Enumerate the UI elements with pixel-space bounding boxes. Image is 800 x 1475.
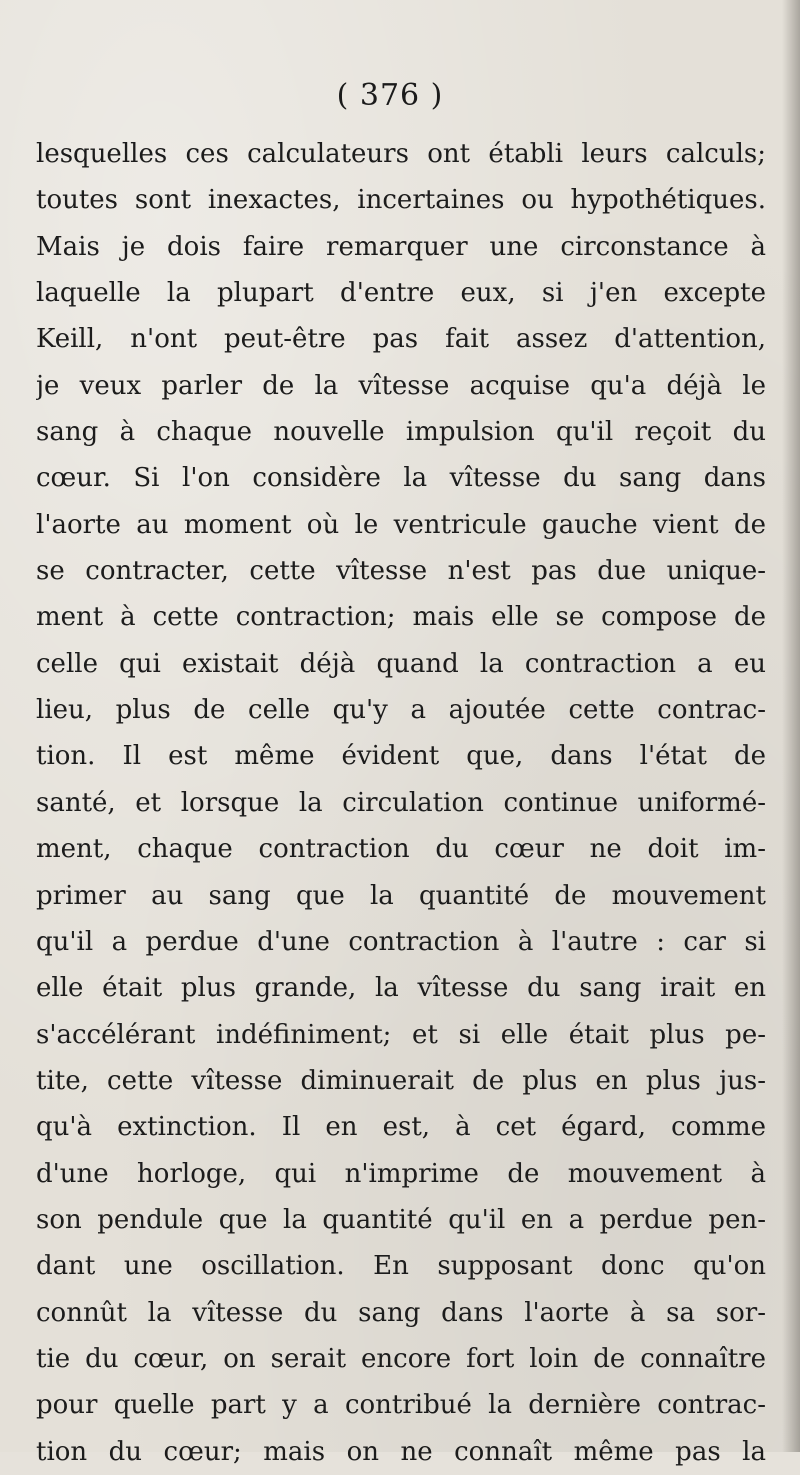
text-line: celle qui existait déjà quand la contraction a eu: [36, 648, 766, 679]
text-line: dant une oscillation. En supposant donc qu'on: [36, 1251, 766, 1282]
text-line: son pendule que la quantité qu'il en a perdue pen-: [36, 1204, 766, 1235]
text-line: tite, cette vîtesse diminuerait de plus en plus jus-: [36, 1065, 766, 1096]
text-line: Keill, n'ont peut-être pas fait assez d'attention,: [36, 324, 766, 355]
text-line: s'accélérant indéfiniment; et si elle était plus pe-: [36, 1019, 766, 1050]
text-line: qu'il a perdue d'une contraction à l'autre : car si: [36, 926, 766, 957]
page-edge-shadow: [782, 0, 800, 1452]
text-line: je veux parler de la vîtesse acquise qu'a déjà le: [36, 370, 766, 401]
text-line: toutes sont inexactes, incertaines ou hypothétiques.: [36, 185, 766, 216]
text-line: Mais je dois faire remarquer une circonstance à: [36, 231, 766, 262]
text-line: cœur. Si l'on considère la vîtesse du sang dans: [36, 463, 766, 494]
text-line: tie du cœur, on serait encore fort loin de connaître: [36, 1343, 766, 1374]
page-number: ( 376 ): [336, 78, 444, 113]
body-text: [36, 131, 766, 1475]
text-line: santé, et lorsque la circulation continue uniformé-: [36, 787, 766, 818]
text-line: tion du cœur; mais on ne connaît même pas la: [36, 1436, 766, 1467]
text-line: d'une horloge, qui n'imprime de mouvement à: [36, 1158, 766, 1189]
text-line: ment, chaque contraction du cœur ne doit im-: [36, 834, 766, 865]
text-line: lieu, plus de celle qu'y a ajoutée cette contrac-: [36, 695, 766, 726]
text-line: connût la vîtesse du sang dans l'aorte à sa sor-: [36, 1297, 766, 1328]
text-line: laquelle la plupart d'entre eux, si j'en excepte: [36, 278, 766, 309]
text-line: pour quelle part y a contribué la dernière contrac-: [36, 1390, 766, 1421]
text-line: se contracter, cette vîtesse n'est pas due unique-: [36, 556, 766, 587]
text-line: l'aorte au moment où le ventricule gauche vient de: [36, 509, 766, 540]
text-line: lesquelles ces calculateurs ont établi leurs calculs;: [36, 139, 766, 169]
text-line: sang à chaque nouvelle impulsion qu'il reçoit du: [36, 417, 766, 448]
text-line: qu'à extinction. Il en est, à cet égard, comme: [36, 1112, 766, 1143]
text-line: tion. Il est même évident que, dans l'état de: [36, 741, 766, 772]
text-line: ment à cette contraction; mais elle se compose de: [36, 602, 766, 633]
text-line: elle était plus grande, la vîtesse du sang irait en: [36, 973, 766, 1004]
text-line: primer au sang que la quantité de mouvement: [36, 880, 766, 911]
